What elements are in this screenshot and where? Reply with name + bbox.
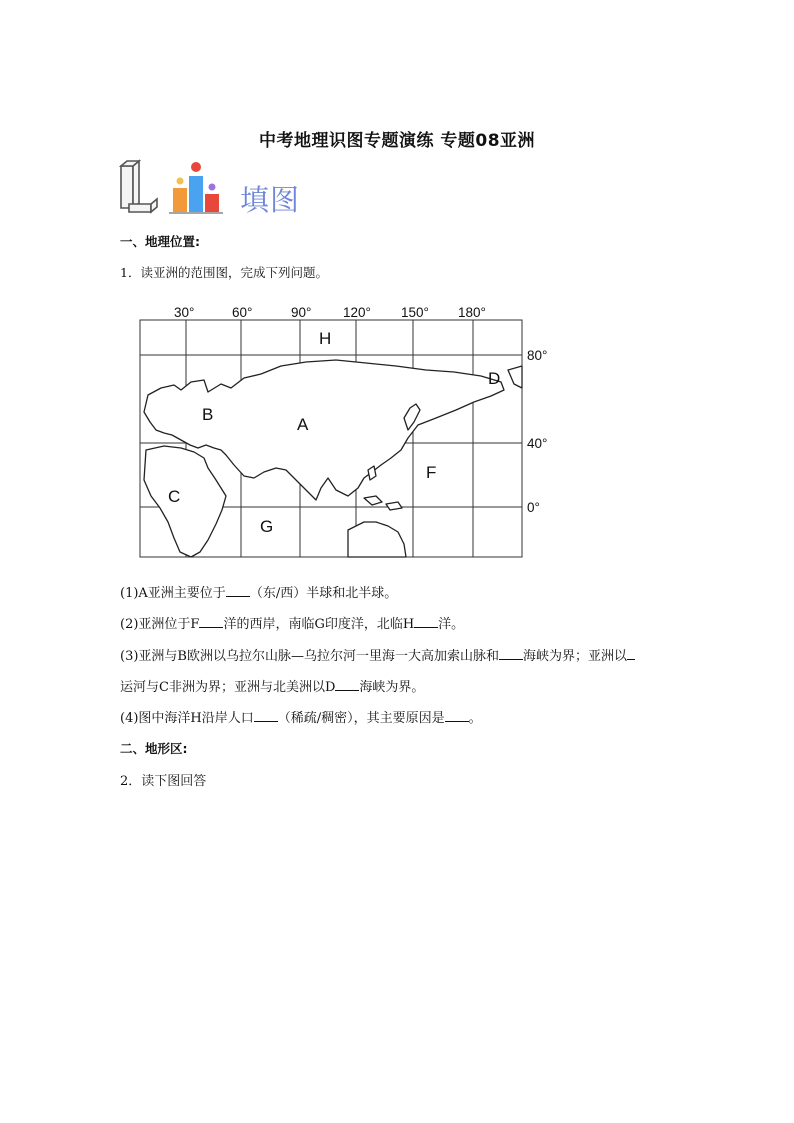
subquestion-text: 海峡为界。 (359, 680, 425, 695)
question-prompt: 2．读下图回答 (120, 774, 207, 789)
section-heading: 二、地形区: (120, 741, 188, 756)
lat-label: 40° (527, 436, 548, 451)
asia-range-map (136, 300, 576, 562)
subquestion-text: (4)图中海洋H沿岸人口 (120, 711, 254, 726)
answer-blank[interactable] (226, 584, 250, 597)
section-heading: 一、地理位置: (120, 234, 200, 249)
lon-label: 120° (343, 305, 371, 320)
lon-label: 60° (232, 305, 253, 320)
banner-label: 填图 (240, 183, 301, 217)
page-title: 中考地理识图专题演练 专题08亚洲 (258, 131, 536, 151)
answer-blank[interactable] (414, 615, 438, 628)
region-label-h: H (319, 329, 332, 348)
subquestion-text: (1)A亚洲主要位于 (120, 586, 226, 601)
answer-blank[interactable] (254, 709, 278, 722)
subquestion-text: (3)亚洲与B欧洲以乌拉尔山脉—乌拉尔河一里海一大高加索山脉和 (120, 649, 499, 664)
subquestion-text: 。 (468, 711, 482, 726)
longitude-labels (174, 305, 486, 320)
lon-label: 180° (458, 305, 486, 320)
latitude-labels (527, 348, 547, 515)
subquestion-1 (120, 582, 397, 601)
answer-blank[interactable] (199, 615, 223, 628)
answer-blank[interactable] (445, 709, 469, 722)
subquestion-2 (120, 613, 464, 632)
subquestion-text: 海峡为界；亚洲以 (522, 649, 627, 664)
subquestion-text: 洋的西岸，南临G印度洋，北临H (223, 617, 415, 632)
subquestion-text: 运河与C非洲为界；亚洲与北美洲以D (120, 680, 336, 695)
lon-label: 30° (174, 305, 195, 320)
subquestion-text: 洋。 (438, 617, 465, 632)
region-label-g: G (260, 517, 274, 536)
subquestion-3 (120, 645, 635, 664)
lat-label: 80° (527, 348, 548, 363)
subquestion-text: （东/西）半球和北半球。 (249, 586, 398, 601)
region-label-d: D (488, 369, 501, 388)
subquestion-text: （稀疏/稠密），其主要原因是 (277, 711, 445, 726)
continent-outlines (144, 360, 522, 557)
answer-blank[interactable] (627, 647, 635, 660)
lon-label: 90° (291, 305, 312, 320)
lon-label: 150° (401, 305, 429, 320)
subquestion-4 (120, 707, 482, 726)
region-label-f: F (426, 463, 437, 482)
lat-label: 0° (527, 500, 540, 515)
answer-blank[interactable] (499, 647, 523, 660)
subquestion-text: (2)亚洲位于F (120, 617, 200, 632)
subquestion-3-continued (120, 676, 424, 695)
question-prompt: 1．读亚洲的范围图，完成下列问题。 (120, 265, 328, 280)
region-label-c: C (168, 487, 181, 506)
region-label-b: B (202, 405, 214, 424)
answer-blank[interactable] (335, 678, 359, 691)
region-label-a: A (297, 415, 309, 434)
